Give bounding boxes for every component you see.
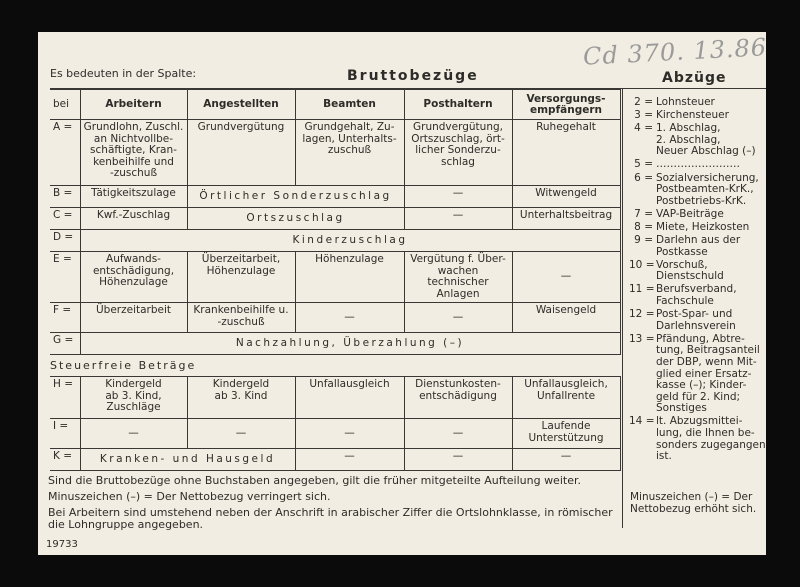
deductions-note: Minuszeichen (–) = Der Nettobezug erhöht sich. [630,491,757,515]
deduction-text: VAP-Beiträge [656,207,724,220]
deduction-num: 5 = [634,158,653,171]
deduction-text: Pfändung, Abtre- tung, Beitragsanteil der DBP, wenn Mit- glied einer Ersatz- kasse (–); Kinder- geld für 2. Kind; Sonstiges [656,332,760,415]
row-label: G = [50,333,80,355]
deduction-text: Berufsverband, Fachschule [656,283,737,307]
footnote-2: Minuszeichen (–) = Der Nettobezug verringert sich. [48,490,331,503]
row-b [50,186,620,208]
cell-e-angestellte: Überzeitarbeit, Höhenzulage [187,252,295,303]
cell-i-posthalter: — [404,419,512,449]
deductions-divider [622,88,623,528]
col-beamten: Beamten [295,90,404,120]
cell-f-beamte: — [295,303,404,333]
gross-table [50,89,621,471]
deduction-item [629,159,767,171]
cell-h-posthalter: Dienstunkosten- entschädigung [404,377,512,419]
deduction-item [629,416,767,462]
row-label: I = [50,419,80,449]
deduction-text: Darlehn aus der Postkasse [656,234,741,258]
gross-title: Bruttobezüge [347,68,479,84]
header-row [50,90,620,120]
section-title: Steuerfreie Beträge [50,355,620,377]
cell-h-beamte: Unfallausgleich [295,377,404,419]
cell-e-arbeiter: Aufwands- entschädigung, Höhenzulage [80,252,187,303]
deduction-num: 9 = [634,234,653,247]
deduction-text: Kirchensteuer [656,109,729,122]
deduction-num: 8 = [634,220,653,233]
cell-a-posthalter: Grundvergütung, Ortszuschlag, ört- licher Sonderzu- schlag [404,120,512,186]
row-label: F = [50,303,80,333]
deduction-item [629,235,767,258]
deduction-item [629,334,767,415]
cell-i-beamte: — [295,419,404,449]
row-f [50,303,620,333]
deduction-item [629,209,767,221]
cell-k-versorgung: — [512,449,620,471]
intro-text: Es bedeuten in der Spalte: [50,67,197,80]
row-e [50,252,620,303]
cell-b-versorgung: Witwengeld [512,186,620,208]
cell-h-versorgung: Unfallausgleich, Unfallrente [512,377,620,419]
deduction-text: 1. Abschlag, 2. Abschlag, Neuer Abschlag (–) [656,122,756,158]
footnote-4: die Lohngruppe angegeben. [48,518,204,531]
deduction-text: Post-Spar- und Darlehnsverein [656,308,736,332]
deduction-item [629,222,767,234]
cell-k-beamte: — [295,449,404,471]
cell-k-posthalter: — [404,449,512,471]
row-g [50,333,620,355]
section-row [50,355,620,377]
footnote-3: Bei Arbeitern sind umstehend neben der Anschrift in arabischer Ziffer die Ortslohnklasse, in römischer [48,506,613,519]
col-posthaltern: Posthaltern [404,90,512,120]
deduction-item [629,123,767,158]
deduction-text: Miete, Heizkosten [656,220,750,233]
cell-i-versorgung: Laufende Unterstützung [512,419,620,449]
cell-a-beamte: Grundgehalt, Zu- lagen, Unterhalts- zuschuß [295,120,404,186]
deduction-num: 4 = [634,122,653,135]
row-i [50,419,620,449]
cell-h-arbeiter: Kindergeld ab 3. Kind, Zuschläge [80,377,187,419]
deduction-num: 14 = [629,415,655,428]
cell-b-span: Örtlicher Sonderzuschlag [187,186,404,208]
deduction-num: 11 = [629,283,655,296]
form-number: 19733 [46,539,78,550]
deduction-item [629,110,767,122]
cell-c-posthalter: — [404,208,512,230]
col-angestellten: Angestellten [187,90,295,120]
cell-e-posthalter: Vergütung f. Über- wachen technischer Anlagen [404,252,512,303]
deduction-text: …………………… [656,158,740,171]
cell-k-span: Kranken- und Hausgeld [80,449,295,471]
deduction-text: lt. Abzugsmittei- lung, die Ihnen be- sonders zugegangen ist. [656,415,766,463]
deduction-item [629,173,767,208]
deduction-text: Sozialversicherung, Postbeamten-KrK., Postbetriebs-KrK. [656,171,759,207]
cell-i-angestellte: — [187,419,295,449]
cell-a-versorgung: Ruhegehalt [512,120,620,186]
row-label: D = [50,230,80,252]
deduction-item [629,260,767,283]
cell-c-versorgung: Unterhaltsbeitrag [512,208,620,230]
handwritten-reference: Cd 370. 13.86 [582,33,768,71]
row-h [50,377,620,419]
deduction-item [629,309,767,332]
deduction-num: 7 = [634,207,653,220]
deduction-text: Vorschuß, Dienstschuld [656,258,724,283]
deduction-item [629,97,767,109]
row-d [50,230,620,252]
cell-h-angestellte: Kindergeld ab 3. Kind [187,377,295,419]
row-a [50,120,620,186]
cell-f-arbeiter: Überzeitarbeit [80,303,187,333]
cell-a-arbeiter: Grundlohn, Zuschl. an Nichtvollbe- schäftigte, Kran- kenbeihilfe und -zuschuß [80,120,187,186]
deduction-num: 6 = [634,171,653,184]
cell-i-arbeiter: — [80,419,187,449]
deduction-num: 2 = [634,96,653,108]
cell-c-arbeiter: Kwf.-Zuschlag [80,208,187,230]
cell-b-posthalter: — [404,186,512,208]
footnote-1: Sind die Bruttobezüge ohne Buchstaben angegeben, gilt die früher mitgeteilte Aufteilung weiter. [48,474,581,487]
deduction-num: 10 = [629,258,655,271]
cell-f-posthalter: — [404,303,512,333]
deduction-num: 12 = [629,308,655,321]
row-k [50,449,620,471]
col-versorgungsempfaengern: Versorgungs- empfängern [512,90,620,120]
cell-f-versorgung: Waisengeld [512,303,620,333]
deduction-item [629,284,767,307]
cell-a-angestellte: Grundvergütung [187,120,295,186]
row-c [50,208,620,230]
cell-d-span: Kinderzuschlag [80,230,620,252]
deduction-num: 3 = [634,109,653,122]
deductions-title: Abzüge [662,70,727,86]
row-label: H = [50,377,80,419]
deduction-num: 13 = [629,332,655,345]
row-label: K = [50,449,80,471]
deduction-text: Lohnsteuer [656,96,715,108]
cell-c-span: Ortszuschlag [187,208,404,230]
cell-e-versorgung: — [512,252,620,303]
col-bei: bei [50,90,80,120]
cell-f-angestellte: Krankenbeihilfe u. -zuschuß [187,303,295,333]
row-label: E = [50,252,80,303]
cell-g-span: Nachzahlung, Überzahlung (–) [80,333,620,355]
row-label: A = [50,120,80,186]
col-arbeitern: Arbeitern [80,90,187,120]
cell-b-arbeiter: Tätigkeitszulage [80,186,187,208]
row-label: B = [50,186,80,208]
cell-e-beamte: Höhenzulage [295,252,404,303]
deductions-list [629,97,767,464]
row-label: C = [50,208,80,230]
